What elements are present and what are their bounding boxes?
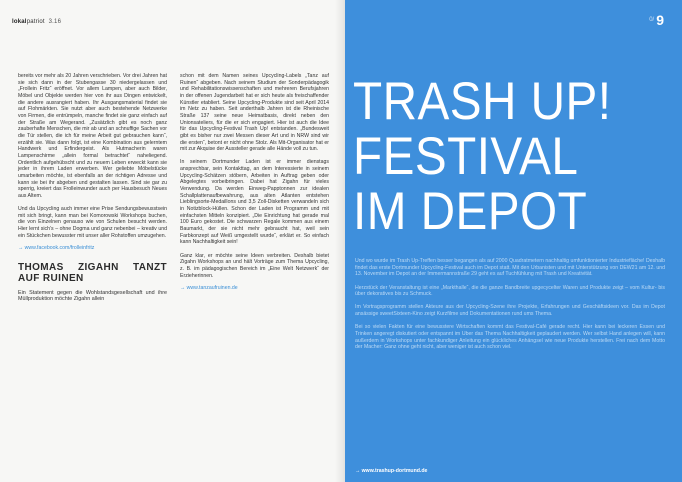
trashup-link[interactable]: → www.trashup-dortmund.de bbox=[355, 468, 428, 474]
body-paragraph: Ganz klar, er möchte seine Ideen verbreiten. Deshalb bietet Zigahn Workshops an und hält Vorträge zum Thema Upcycling, z. B. im pädagogischen Bereich im „Eine Welt Netzwerk“ der Erzieherinnen. bbox=[180, 252, 329, 279]
title-line: IM DEPOT bbox=[353, 182, 588, 241]
website-link[interactable]: → www.tanzaufruinen.de bbox=[180, 284, 238, 291]
body-paragraph: Herzstück der Veranstaltung ist eine „Markthalle“, die die ganze Bandbreite upgecycelter Waren und Produkte zeigt – vom Kultur- bis über dekoratives bis zu Schmuck. bbox=[355, 284, 665, 298]
body-paragraph: Und da Upcycling auch immer eine Prise Sendungsbewusstsein mit sich bringt, kann man bei Komorowski Workshops buchen, die von Einzelnen genauso wie von Schulen besucht werden. Hier lernt sich’s – ohne Dogma und ganz nebenbei – kreativ und ein Stückchen bewusster mit unser aller Rohstoffen umzugehen. bbox=[18, 206, 167, 239]
body-paragraph: In seinem Dortmunder Laden ist er immer dienstags ansprechbar, sein Kontakttag, an dem Interessierte in seinem Upcycling-Schätzen stöbern, Arbeiten in Auftrag geben oder Abgelegtes vorbeibringen. Dabei hat Zigahn für vieles Verwendung. Da werden Einweg-Papptonnen zur idealen Schallplattenaufbewahrung, aus alten Atlanten entstehen Lieblingsorte-Medaillons und 3,5 Zoll-Disketten verwandeln sich in Notizblock-Hüllen. Schon der Laden ist Programm und mit einfachsten Mitteln konzipiert. „Die Einrichtung hat gerade mal 100 Euro gekostet. Die schwarzen Regale kommen aus einem Baumarkt, der sie nicht mehr gebraucht hat, weil sein Farbkonzept auf Weiß umgestellt wurde“, erklärt er. So einfach kann Nachhaltigkeit sein! bbox=[180, 159, 329, 246]
right-page bbox=[345, 0, 682, 482]
body-paragraph: Bei so vielen Fakten für eine bewusstere Wirtschaften kommt das Festival-Café gerade recht. Hier kann bei leckeren Essen und Trinken angeregt diskutiert oder entspannt im Uber das Thema Nachhaltigkeit geplaudert werden. Wer selbst Hand anlegen will, kann außerdem in Workshops unter fachkundiger Anleitung ein glückliches Anhängsel wie neue Produkte herstellen. Frei nach dem Motto der Macher: Ganz ohne geht nicht, aber weniger ist auch schon viel. bbox=[355, 324, 665, 351]
header-issue: 3.16 bbox=[48, 19, 62, 25]
article-column-1 bbox=[18, 73, 167, 310]
header-brand: lokal bbox=[12, 19, 27, 25]
body-paragraph: bereits vor mehr als 20 Jahren verschrieben. Vor drei Jahren hat sie sich dann in der Stubengasse 30 niedergelassen und „Frollein Fritz“ eröffnet. Vor allem Lampen, aber auch Bilder, Möbel und Objekte werden hier von ihr aus Dingen entwickelt, die andere ausrangiert haben. Ihr Ausgangsmaterial findet sie auf Flohmärkten. Sie nutzt aber auch bestehende Netzwerke von Firmen, die entrümpeln, manche findet sie ganz einfach auf der Straße am Wegerand. „Zusätzlich gibt es noch ganz zauberhafte Menschen, die mir ab und an schnuffige Sachen vor die Tür stellen, die ich für meine Arbeit gut gebrauchen kann“, erzählt sie. Was dann folgt, ist eine Kombination aus gelerntem Handwerk und Erfindergeist. Als Hutmacherin waren Lampenschirme „allein formal betrachtet“ naheliegend. Ordentlich aufgehübscht und zu neuem Leben erweckt kann sie jeder in ihrem Laden erwerben. Wer geliebte Möbelstücke umarbeiten möchte, ist ebenfalls an der richtigen Adresse und kann sie bei ihr abgeben und gestalten lassen. Sind sie gar zu sperrig, kreiert das Frolleinwunder auch per Hausbesuch Neues aus Altem. bbox=[18, 73, 167, 199]
feature-title bbox=[353, 74, 641, 239]
lead-paragraph: Ein Statement gegen die Wohlstandsgesellschaft und ihre Müllproduktion möchte Zigahn allein bbox=[18, 289, 167, 303]
facebook-link[interactable]: → www.facebook.com/frolleinfritz bbox=[18, 244, 95, 251]
page-number bbox=[649, 12, 664, 28]
body-paragraph: Im Vortragsprogramm stellen Akteure aus der Upcycling-Szene ihre Projekte, Erfahrungen und Geschäftsideen vor. Das im Depot ansässige sweetSixteen-Kino zeigt Kurzfilme und Dokumentationen rund ums Thema. bbox=[355, 304, 665, 318]
feature-body bbox=[355, 258, 665, 358]
title-line: TRASH UP! bbox=[353, 72, 612, 131]
page-number-prefix: 0/ bbox=[649, 17, 655, 23]
body-paragraph: Und wo wurde im Trash Up-Treffen besser begangen als auf 2000 Quadratmetern nachhaltig umfunktionierter Industriefläche! Deshalb findet das erste Dortmunder Upcycling-Festival auch im Depot statt. Mit den Urbanisten und mit Unterstützung von DEW21 am 12. und 13. November im Depot an der Immermannstraße 29 geht es auf Tuchfühlung mit Trash und Kreativität. bbox=[355, 258, 665, 278]
page-header bbox=[12, 19, 61, 25]
article-column-2 bbox=[180, 73, 329, 291]
section-heading: THOMAS ZIGAHN TANZT AUF RUINEN bbox=[18, 261, 167, 284]
page-number-value: 9 bbox=[656, 12, 664, 28]
body-paragraph: schon mit dem Namen seines Upcycling-Labels „Tanz auf Ruinen“ abgeben. Nach seinem Studium der Sonderpädagogik und Rehabilitationswissenschaften und mehreren Berufsjahren in der offenen Jugendarbeit hat er sich heute als freischaffender Künstler etabliert. Seine Upcycling-Produkte sind seit April 2014 im Netz zu haben. Seit anderthalb Jahren ist die Rheinische Straße 137 seine neue Heimatbasis, direkt neben den Unionsateliers, für die er sich engagiert. Hier ist auch die Idee für das Upcycling-Festival Trash Up! entstanden. „Bundesweit gibt es bisher nur zwei Messen dieser Art und in NRW sind wir die ersten“, betont er nicht ohne Stolz. Als Mit-Organisator hat er mit zur Akquise der Aussteller gerade alle Hände voll zu tun. bbox=[180, 73, 329, 153]
header-section: patriot bbox=[26, 19, 45, 25]
title-line: FESTIVAL bbox=[353, 127, 579, 186]
